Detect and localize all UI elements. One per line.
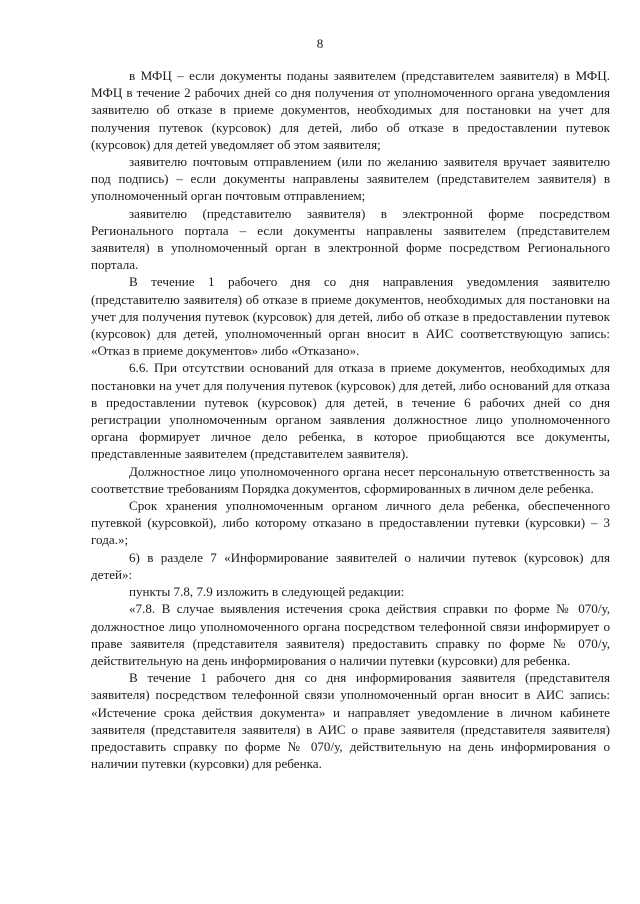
paragraph-storage-period: Срок хранения уполномоченным органом личного дела ребенка, обеспеченного путевкой (курсовкой), либо которому отказано в предоставлении путевки (курсовки) – 3 года.»;: [91, 498, 610, 548]
paragraph-postal-notice: заявителю почтовым отправлением (или по желанию заявителя вручает заявителю под подпись) – если документы направлены заявителем (представителем заявителя) в уполномоченный орган почтовым отправлением;: [91, 154, 610, 204]
paragraph-phone-notice: В течение 1 рабочего дня со дня информирования заявителя (представителя заявителя) посредством телефонной связи уполномоченный орган вносит в АИС запись: «Истечение срока действия документа» и направляет уведомление в личном кабинете заявителя (представителя заявителя) в АИС о праве заявителя (представителя заявителя) предоставить справку по форме № 070/у, действительную на день информирования о наличии путевки (курсовки) для ребенка.: [91, 670, 610, 772]
document-body: [91, 67, 610, 772]
paragraph-section-7: 6) в разделе 7 «Информирование заявителей о наличии путевок (курсовок) для детей»:: [91, 549, 610, 582]
paragraph-responsibility: Должностное лицо уполномоченного органа несет персональную ответственность за соответствие требованиям Порядка документов, сформированных в личном деле ребенка.: [91, 463, 610, 496]
paragraph-7-8: «7.8. В случае выявления истечения срока действия справки по форме № 070/у, должностное лицо уполномоченного органа посредством телефонной связи информирует о праве заявителя (представителя заявителя) предоставить справку по форме № 070/у, действительную на день информирования о наличии путевки (курсовки) для ребенка.: [91, 601, 610, 668]
paragraph-mfc-notice: в МФЦ – если документы поданы заявителем (представителем заявителя) в МФЦ. МФЦ в течение 2 рабочих дней со дня получения от уполномоченного органа уведомления заявителю об отказе в приеме документов, необходимых для постановки на учет для получения путевок (курсовок) для детей, либо об отказе в предоставлении путевок (курсовок) для детей уведомляет об этом заявителя;: [91, 68, 610, 152]
page-number: 8: [316, 36, 324, 51]
paragraph-portal-notice: заявителю (представителю заявителя) в электронной форме посредством Регионального портала – если документы направлены заявителем (представителем заявителя) в уполномоченный орган в электронной форме посредством Регионального портала.: [91, 205, 610, 273]
paragraph-ais-record: В течение 1 рабочего дня со дня направления уведомления заявителю (представителю заявителя) об отказе в приеме документов, необходимых для постановки на учет для получения путевок (курсовок) для детей, либо об отказе в предоставлении путевок (курсовок) для детей, уполномоченный орган вносит в АИС соответствующую запись: «Отказ в приеме документов» либо «Отказано».: [91, 274, 610, 359]
paragraph-items-7-8-7-9: пункты 7.8, 7.9 изложить в следующей редакции:: [129, 584, 405, 600]
paragraph-6-6: 6.6. При отсутствии оснований для отказа в приеме документов, необходимых для постановки на учет для получения путевок (курсовок) для детей, либо оснований для отказа в предоставлении путевок (курсовок) для детей, в течение 6 рабочих дней со дня регистрации уполномоченным органом заявления должностное лицо уполномоченного органа формирует личное дело ребенка, в которое приобщаются все документы, представленные заявителем (представителем заявителя).: [91, 360, 610, 462]
